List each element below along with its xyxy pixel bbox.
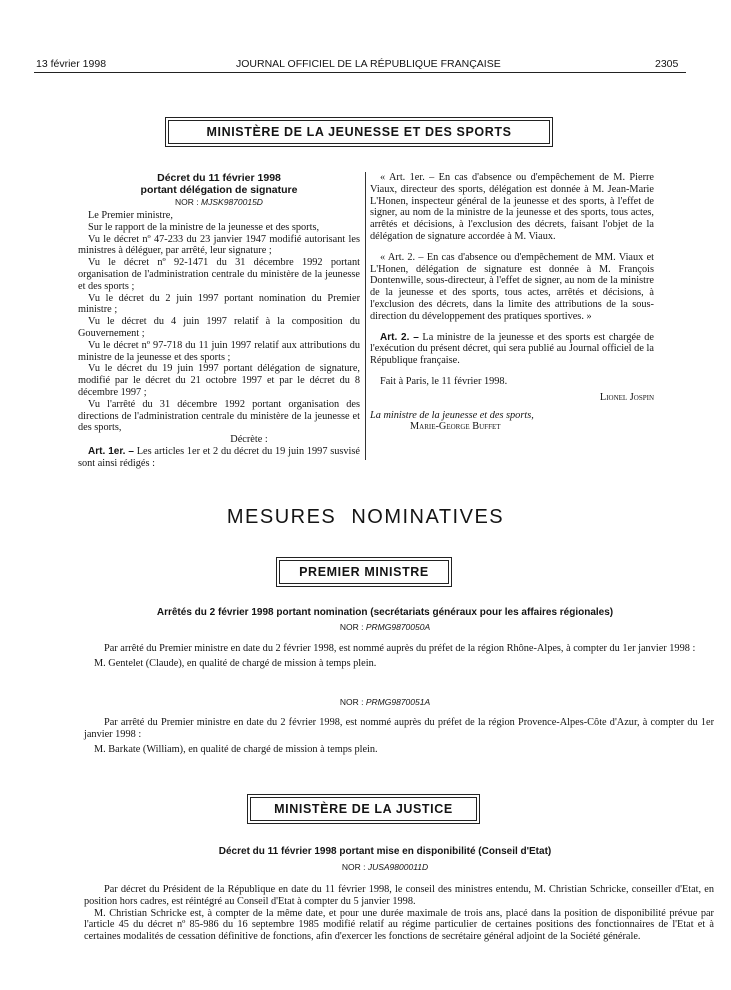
paragraph: M. Barkate (William), en qualité de chargé de mission à temps plein. bbox=[94, 743, 378, 755]
paragraph: Vu le décret du 19 juin 1997 portant délégation de signature, modifié par le décret du 21 octobre 1997 et par le décret du 8 décembre 1997 ; bbox=[78, 363, 360, 398]
decret-title-line2: portant délégation de signature bbox=[140, 184, 298, 196]
decret-right-column bbox=[370, 172, 654, 433]
nor-label: NOR : bbox=[341, 862, 366, 872]
art2-text: La ministre de la jeunesse et des sports est chargée de l'exécution du présent décret, qui sera publié au Journal officiel de la République française. bbox=[370, 331, 654, 367]
nor-1 bbox=[60, 622, 710, 632]
paragraph: Vu le décret du 2 juin 1997 portant nomination du Premier ministre ; bbox=[78, 292, 360, 316]
nor-label: NOR : bbox=[339, 622, 364, 632]
header-rule bbox=[34, 72, 686, 73]
paragraph: Vu le décret nº 92-1471 du 31 décembre 1992 portant organisation de l'administration centrale du ministère de la jeunesse et des sports ; bbox=[78, 257, 360, 292]
ministry-jeunesse-title: MINISTÈRE DE LA JEUNESSE ET DES SPORTS bbox=[168, 120, 550, 144]
ministry-justice-title: MINISTÈRE DE LA JUSTICE bbox=[250, 797, 477, 821]
decrete: Décrète : bbox=[230, 434, 268, 446]
nor-justice bbox=[60, 862, 710, 872]
art1-text: Les articles 1er et 2 du décret du 19 juin 1997 susvisé sont ainsi rédigés : bbox=[78, 445, 360, 469]
paragraph: « Art. 1er. – En cas d'absence ou d'empêchement de M. Pierre Viaux, directeur des sports, délégation est donnée à M. Jean-Marie L'Honen, inspecteur général de la jeunesse et des sports, à l'effet de signer, au nom de la ministre de la jeunesse et des sports, tous actes, arrêtés et décisions, à l'exclusion des décrets, faisant l'objet de la délégation de signature accordée à M. Viaux. bbox=[370, 172, 654, 242]
nor-label: NOR : bbox=[339, 697, 364, 707]
decret-title bbox=[78, 172, 360, 196]
paragraph: Le Premier ministre, bbox=[88, 210, 173, 221]
justice-decret-body bbox=[84, 884, 714, 943]
paragraph: Sur le rapport de la ministre de la jeunesse et des sports, bbox=[88, 221, 320, 233]
paragraph: Par arrêté du Premier ministre en date du 2 février 1998, est nommé auprès du préfet de la région Provence-Alpes-Côte d'Azur, à compter du 1er janvier 1998 : bbox=[84, 717, 714, 740]
arretes-title: Arrêtés du 2 février 1998 portant nomination (secrétariats généraux pour les affaires régionales) bbox=[156, 607, 614, 618]
decret-nor bbox=[78, 197, 360, 207]
minister-name: Marie-George Buffet bbox=[410, 421, 501, 433]
premier-ministre-title: PREMIER MINISTRE bbox=[279, 560, 449, 584]
decret-title-line1: Décret du 11 février 1998 bbox=[157, 172, 281, 184]
decret-left-column bbox=[78, 210, 360, 470]
journal-title: JOURNAL OFFICIEL DE LA RÉPUBLIQUE FRANÇAISE bbox=[236, 58, 501, 70]
mesures-nominatives-heading: MESURES NOMINATIVES bbox=[226, 506, 505, 528]
nor-code: PRMG9870050A bbox=[365, 622, 431, 632]
justice-decret-title: Décret du 11 février 1998 portant mise en disponibilité (Conseil d'Etat) bbox=[218, 846, 552, 857]
minister-role: La ministre de la jeunesse et des sports, bbox=[370, 409, 534, 421]
art2-label: Art. 2. – bbox=[380, 331, 419, 343]
nor-label: NOR : bbox=[175, 197, 199, 207]
paragraph: Vu le décret nº 47-233 du 23 janvier 1947 modifié autorisant les ministres à déléguer, par arrêté, leur signature ; bbox=[78, 233, 360, 257]
paragraph: « Art. 2. – En cas d'absence ou d'empêchement de MM. Viaux et L'Honen, délégation de signature est donnée à M. François Dontenwille, sous-directeur, à l'effet de signer, au nom de la ministre de la jeunesse et des sports, tous actes, arrêtés et décisions, à l'exclusion des décrets, dans la limite des attributions de la sous-direction du développement des pratiques sportives. » bbox=[370, 251, 654, 322]
paragraph: Vu le décret du 4 juin 1997 relatif à la composition du Gouvernement ; bbox=[78, 316, 360, 339]
paragraph: Vu le décret nº 97-718 du 11 juin 1997 relatif aux attributions du ministre de la jeunesse et des sports ; bbox=[78, 339, 360, 363]
nor-code: MJSK9870015D bbox=[201, 197, 263, 207]
nor-2 bbox=[60, 697, 710, 707]
paragraph: Vu l'arrêté du 31 décembre 1992 portant organisation des directions de l'administration centrale du ministère de la jeunesse et des sports, bbox=[78, 398, 360, 434]
arrete-2 bbox=[84, 717, 714, 755]
header-date: 13 février 1998 bbox=[36, 58, 107, 70]
paragraph: M. Gentelet (Claude), en qualité de chargé de mission à temps plein. bbox=[94, 657, 377, 669]
fait-a-paris: Fait à Paris, le 11 février 1998. bbox=[380, 375, 508, 387]
nor-code: JUSA9800011D bbox=[367, 862, 429, 872]
column-divider bbox=[365, 172, 366, 460]
nor-code: PRMG9870051A bbox=[365, 697, 431, 707]
art1-label: Art. 1er. – bbox=[88, 445, 134, 457]
paragraph: Par arrêté du Premier ministre en date du 2 février 1998, est nommé auprès du préfet de la région Rhône-Alpes, à compter du 1er janvier 1998 : bbox=[104, 643, 696, 654]
signatory: Lionel Jospin bbox=[599, 391, 654, 403]
paragraph: M. Christian Schricke est, à compter de la même date, et pour une durée maximale de trois ans, placé dans la position de disponibilité prévue par l'article 45 du décret nº 85-986 du 16 septembre 1985 modifié relatif au régime particulier de certaines positions des fonctionnaires de l'Etat et à certaines modalités de cessation définitive de fonctions, afin d'exercer les fonctions de secrétaire général adjoint de la Société générale. bbox=[84, 907, 714, 943]
page-number: 2305 bbox=[655, 58, 679, 70]
paragraph: Par décret du Président de la République en date du 11 février 1998, le conseil des ministres entendu, M. Christian Schricke, conseiller d'Etat, en position hors cadres, est réintégré au Conseil d'Etat à compter du 5 janvier 1998. bbox=[84, 884, 714, 907]
arrete-1 bbox=[84, 643, 714, 670]
